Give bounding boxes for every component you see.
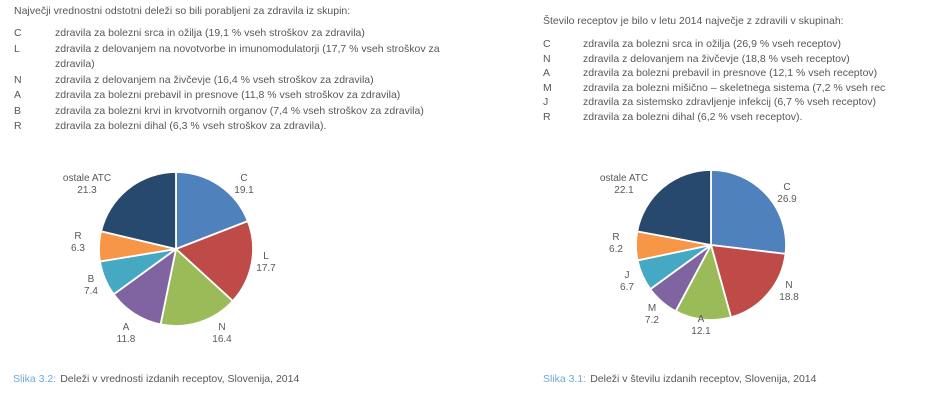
atc-description: zdravila z delovanjem na novotvorbe in imunomodulatorji (17,7 % vseh stroškov za zdravila) bbox=[55, 42, 440, 70]
pie-slice-C bbox=[711, 170, 786, 254]
pie-label-M: M 7.2 bbox=[645, 303, 659, 326]
atc-code: M bbox=[543, 81, 552, 94]
atc-code: B bbox=[14, 104, 22, 117]
atc-description: zdravila za bolezni dihal (6,2 % vseh receptov). bbox=[583, 110, 803, 123]
atc-list-item bbox=[14, 42, 458, 73]
atc-description: zdravila za bolezni prebavil in presnove (12,1 % vseh receptov) bbox=[583, 67, 878, 79]
atc-code: A bbox=[543, 67, 551, 79]
atc-list-item bbox=[543, 95, 940, 110]
atc-list-item bbox=[14, 73, 458, 89]
pie-label-R: R 6.3 bbox=[71, 231, 85, 254]
atc-description: zdravila za bolezni dihal (6,3 % vseh stroškov za zdravila). bbox=[55, 120, 327, 132]
pie-slice-ostale-ATC bbox=[637, 170, 711, 245]
pie-label-A: A 12.1 bbox=[691, 314, 711, 337]
atc-list-item bbox=[543, 52, 940, 67]
atc-code: A bbox=[14, 89, 22, 101]
atc-description: zdravila za bolezni srca in ožilja (26,9 % vseh receptov) bbox=[583, 38, 841, 50]
atc-code: L bbox=[14, 42, 20, 55]
pie-chart-value-shares bbox=[0, 150, 470, 365]
pie-label-J: J 6.7 bbox=[620, 270, 634, 293]
caption-text: Deleži v številu izdanih receptov, Slovenija, 2014 bbox=[590, 373, 817, 385]
atc-code: N bbox=[543, 52, 551, 65]
caption-number: Slika 3.1: bbox=[543, 373, 587, 385]
count-section-intro: Število receptov je bilo v letu 2014 največje z zdravili v skupinah: bbox=[543, 15, 844, 27]
atc-code: R bbox=[14, 120, 22, 132]
atc-description: zdravila za sistemsko zdravljenje infekcij (6,7 % vseh receptov) bbox=[583, 96, 876, 108]
atc-list-item bbox=[14, 104, 458, 120]
figure-caption-value bbox=[13, 373, 299, 385]
value-section-intro: Največji vrednostni odstotni deleži so bili porabljeni za zdravila iz skupin: bbox=[14, 5, 351, 17]
atc-code: J bbox=[543, 96, 549, 108]
atc-description: zdravila za bolezni srca in ožilja (19,1 % vseh stroškov za zdravila) bbox=[55, 27, 365, 39]
atc-list-item bbox=[543, 66, 940, 81]
atc-code: C bbox=[543, 38, 551, 50]
atc-list-item bbox=[14, 88, 458, 104]
caption-text: Deleži v vrednosti izdanih receptov, Slovenija, 2014 bbox=[60, 373, 300, 385]
pie-label-N: N 16.4 bbox=[212, 322, 232, 345]
pie-label-C: C 26.9 bbox=[777, 182, 797, 205]
atc-description: zdravila za bolezni krvi in krvotvornih organov (7,4 % vseh stroškov za zdravila) bbox=[55, 104, 424, 117]
caption-number: Slika 3.2: bbox=[13, 373, 57, 385]
atc-code: R bbox=[543, 110, 551, 123]
pie-label-A: A 11.8 bbox=[116, 322, 136, 345]
atc-list-item bbox=[14, 26, 458, 42]
pie-label-N: N 18.8 bbox=[779, 280, 799, 303]
pie-label-L: L 17.7 bbox=[256, 251, 276, 274]
pie-label-C: C 19.1 bbox=[234, 173, 254, 196]
atc-description: zdravila za bolezni mišično – skeletnega sistema (7,2 % vseh rec bbox=[583, 81, 886, 94]
atc-code: C bbox=[14, 27, 22, 39]
pie-label-ostale-ATC: ostale ATC 22.1 bbox=[599, 173, 649, 196]
figure-caption-count bbox=[543, 373, 816, 385]
atc-description: zdravila z delovanjem na živčevje (16,4 % vseh stroškov za zdravila) bbox=[55, 73, 374, 86]
atc-list-value bbox=[14, 26, 458, 135]
pie-label-R: R 6.2 bbox=[609, 232, 623, 255]
atc-list-count bbox=[543, 37, 940, 124]
atc-list-item bbox=[543, 37, 940, 52]
atc-list-item bbox=[14, 119, 458, 135]
pie-label-ostale-ATC: ostale ATC 21.3 bbox=[62, 173, 112, 196]
atc-description: zdravila za bolezni prebavil in presnove (11,8 % vseh stroškov za zdravila) bbox=[55, 89, 401, 101]
atc-list-item bbox=[543, 81, 940, 96]
atc-description: zdravila z delovanjem na živčevje (18,8 % vseh receptov) bbox=[583, 52, 850, 65]
atc-code: N bbox=[14, 73, 22, 86]
pie-chart-count-shares bbox=[470, 150, 940, 365]
atc-list-item bbox=[543, 110, 940, 125]
pie-label-B: B 7.4 bbox=[84, 274, 98, 297]
